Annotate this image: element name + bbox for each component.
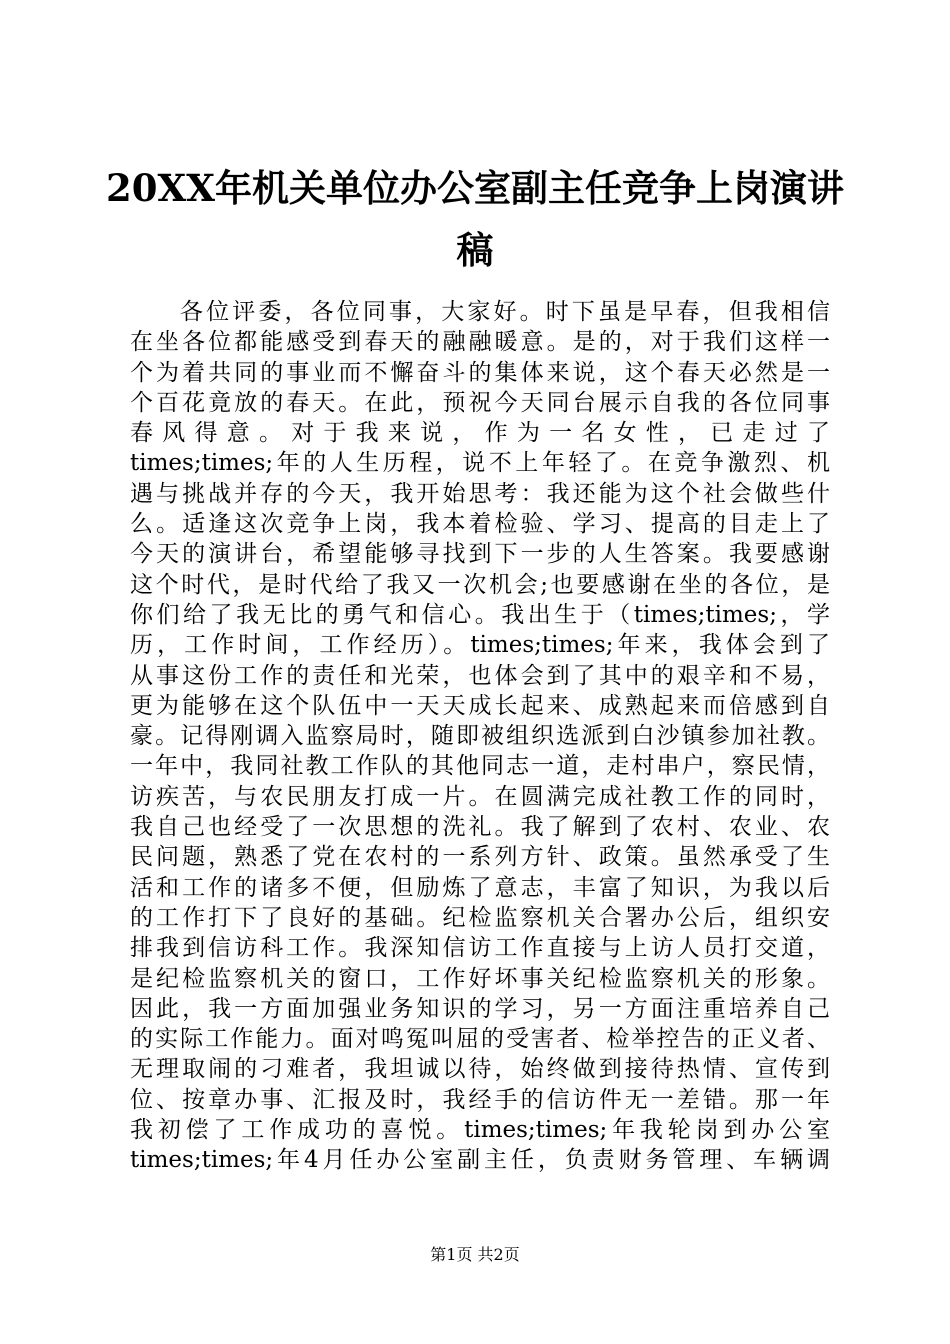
body-line: 遇与挑战并存的今天，我开始思考：我还能为这个社会做些什	[130, 480, 830, 507]
body-line: 这个时代，是时代给了我又一次机会;也要感谢在坐的各位，是	[130, 571, 830, 598]
body-line: 历，工作时间，工作经历）。times;times;年来，我体会到了	[130, 632, 830, 659]
body-line: 你们给了我无比的勇气和信心。我出生于（times;times;，学	[130, 601, 830, 628]
document-title-line-1: 20XX年机关单位办公室副主任竞争上岗演讲	[106, 166, 844, 210]
speech-body	[130, 297, 830, 1176]
body-line: 更为能够在这个队伍中一天天成长起来、成熟起来而倍感到自	[130, 692, 830, 719]
body-line: 活和工作的诸多不便，但励炼了意志，丰富了知识，为我以后	[130, 874, 830, 901]
body-line: 的实际工作能力。面对鸣冤叫屈的受害者、检举控告的正义者、	[130, 1026, 830, 1053]
body-line: 因此，我一方面加强业务知识的学习，另一方面注重培养自己	[130, 995, 830, 1022]
body-line: 豪。记得刚调入监察局时，随即被组织选派到白沙镇参加社教。	[130, 723, 830, 750]
body-line: 个百花竟放的春天。在此，预祝今天同台展示自我的各位同事	[130, 389, 830, 416]
body-line: 一年中，我同社教工作队的其他同志一道，走村串户，察民情，	[130, 753, 830, 780]
body-line: 从事这份工作的责任和光荣，也体会到了其中的艰辛和不易，	[130, 662, 830, 689]
body-line: 的工作打下了良好的基础。纪检监察机关合署办公后，组织安	[130, 904, 830, 931]
page-footer: 第1页 共2页	[430, 1245, 520, 1264]
body-line: 是纪检监察机关的窗口，工作好坏事关纪检监察机关的形象。	[130, 965, 830, 992]
body-line: 在坐各位都能感受到春天的融融暖意。是的，对于我们这样一	[130, 329, 830, 356]
body-line: 我初偿了工作成功的喜悦。times;times;年我轮岗到办公室	[130, 1117, 830, 1144]
body-line: 各位评委，各位同事，大家好。时下虽是早春，但我相信	[180, 299, 830, 325]
body-line: 春风得意。对于我来说，作为一名女性，已走过了	[130, 420, 830, 447]
body-line: 位、按章办事、汇报及时，我经手的信访件无一差错。那一年	[130, 1086, 830, 1113]
body-line: 今天的演讲台，希望能够寻找到下一步的人生答案。我要感谢	[130, 541, 830, 568]
body-line: 访疾苦，与农民朋友打成一片。在圆满完成社教工作的同时，	[130, 783, 830, 810]
document-title-line-2: 稿	[456, 228, 494, 272]
body-line: times;times;年的人生历程，说不上年轻了。在竞争激烈、机	[130, 450, 830, 477]
body-line: 排我到信访科工作。我深知信访工作直接与上访人员打交道，	[130, 935, 830, 962]
body-line: 个为着共同的事业而不懈奋斗的集体来说，这个春天必然是一	[130, 359, 830, 386]
body-line: times;times;年4月任办公室副主任，负责财务管理、车辆调	[130, 1147, 830, 1174]
body-line: 无理取闹的刁难者，我坦诚以待，始终做到接待热情、宣传到	[130, 1056, 830, 1083]
body-line: 我自己也经受了一次思想的洗礼。我了解到了农村、农业、农	[130, 814, 830, 841]
body-line: 民问题，熟悉了党在农村的一系列方针、政策。虽然承受了生	[130, 844, 830, 871]
body-line: 么。适逢这次竞争上岗，我本着检验、学习、提高的目走上了	[130, 511, 830, 538]
